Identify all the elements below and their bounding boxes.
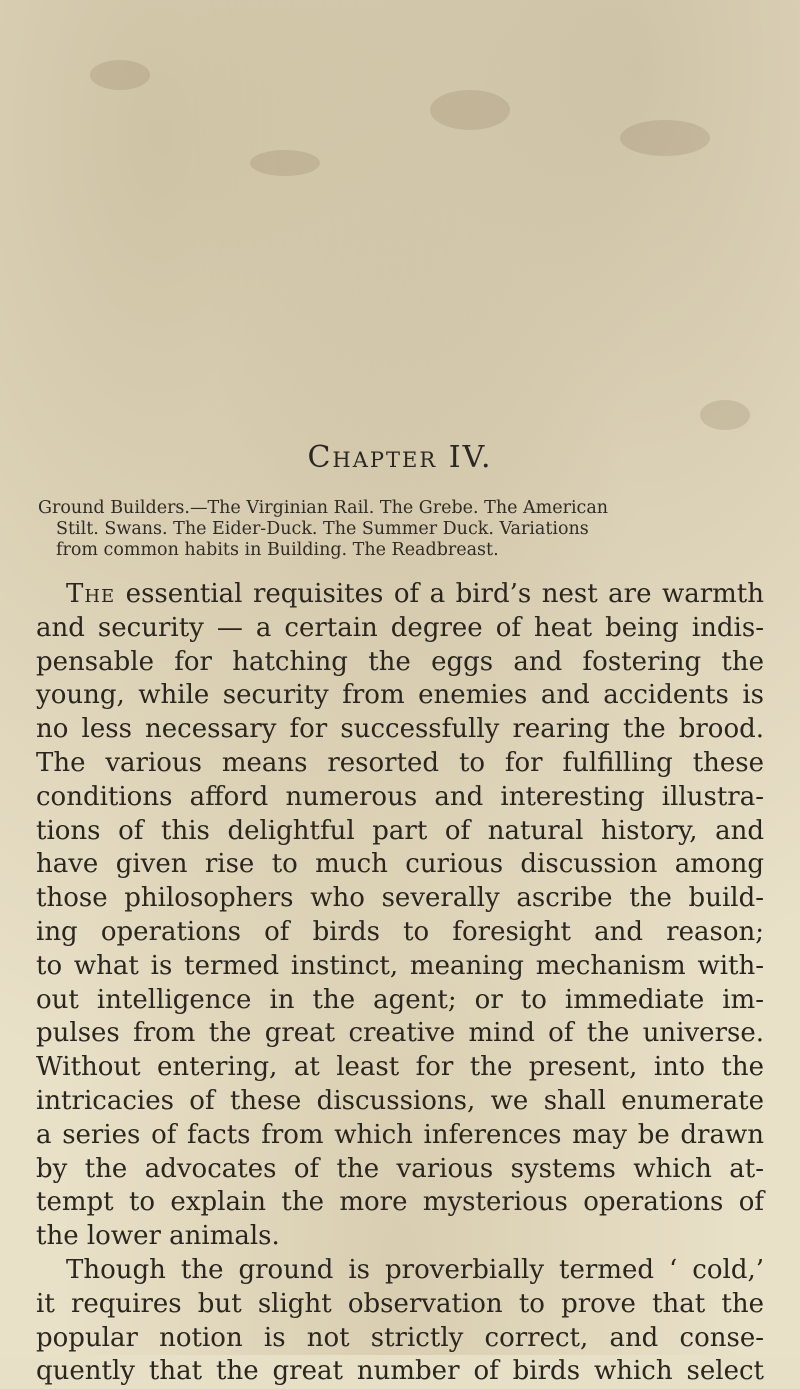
text-line: Though the ground is proverbially termed ‘ cold,’ [66, 1254, 764, 1285]
text-line: pensable for hatching the eggs and fostering the [36, 646, 764, 677]
text-line: no less necessary for successfully rearing the brood. [36, 714, 764, 745]
chapter-synopsis [38, 498, 758, 561]
text-line: the lower animals. [36, 1221, 280, 1252]
synopsis-line: Stilt. Swans. The Eider-Duck. The Summer Duck. Variations [56, 519, 589, 539]
body-text [36, 578, 764, 1389]
text-line-rest: essential requisites of a bird’s nest are warmth [115, 579, 764, 609]
text-line: ing operations of birds to foresight and reason; [36, 916, 764, 947]
text-line: pulses from the great creative mind of the universe. [36, 1018, 764, 1049]
drop-word: The [66, 579, 116, 609]
paper-stain [250, 150, 320, 176]
synopsis-line: Ground Builders.—The Virginian Rail. The Grebe. The American [38, 498, 609, 518]
paper-stain [700, 400, 750, 430]
text-line [36, 578, 764, 612]
paper-stain [430, 90, 510, 130]
text-line: have given rise to much curious discussion among [36, 849, 764, 880]
text-line: popular notion is not strictly correct, and conse- [36, 1322, 764, 1353]
text-line: Without entering, at least for the present, into the [36, 1052, 764, 1083]
text-line: by the advocates of the various systems which at- [36, 1153, 764, 1184]
text-line: conditions afford numerous and interesting illustra- [36, 781, 764, 812]
text-line: The various means resorted to for fulfilling these [36, 747, 764, 778]
paper-stain [620, 120, 710, 156]
text-line: intricacies of these discussions, we shall enumerate [36, 1085, 764, 1116]
chapter-title: Chapter IV. [307, 440, 493, 475]
synopsis-line: from common habits in Building. The Readbreast. [56, 540, 499, 560]
text-line: to what is termed instinct, meaning mechanism with- [36, 950, 764, 981]
text-line: those philosophers who severally ascribe the build- [36, 883, 764, 914]
text-line: quently that the great number of birds which select [36, 1356, 764, 1387]
text-line: tions of this delightful part of natural history, and [36, 815, 764, 846]
text-line: tempt to explain the more mysterious operations of [36, 1187, 764, 1218]
paper-stain [90, 60, 150, 90]
text-line: young, while security from enemies and accidents is [36, 680, 764, 711]
text-line: a series of facts from which inferences may be drawn [36, 1119, 764, 1150]
text-line: and security — a certain degree of heat being indis- [36, 612, 764, 643]
text-line: out intelligence in the agent; or to immediate im- [36, 984, 764, 1015]
text-line: it requires but slight observation to prove that the [36, 1288, 764, 1319]
